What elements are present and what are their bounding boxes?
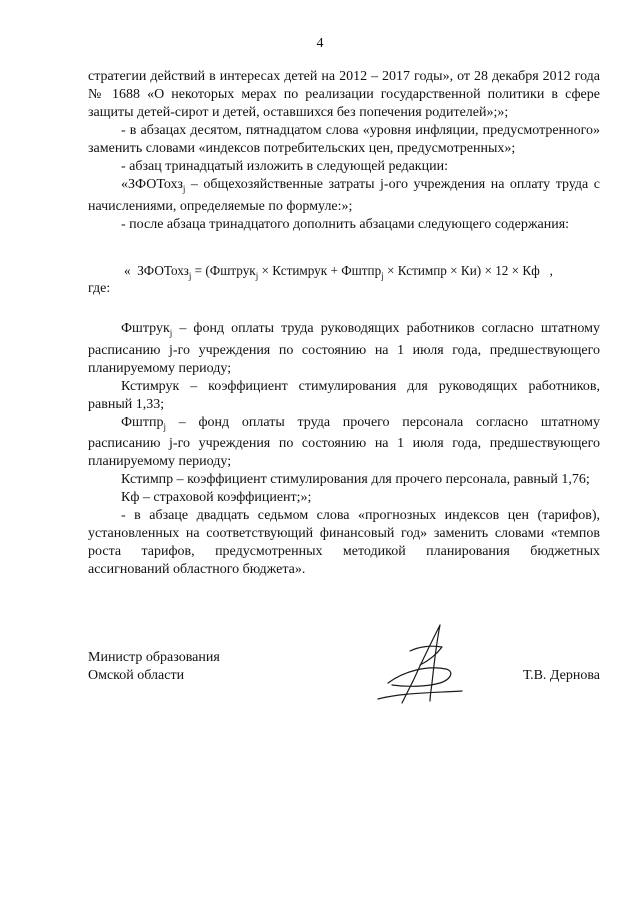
fshtruk-term: Фштрук [121,320,170,336]
paragraph-add-after-thirteenth: - после абзаца тринадцатого дополнить абзацами следующего содержания: [121,216,570,232]
paragraph-zfot-definition [88,176,600,216]
formula-eq: = (Фштрук [191,262,256,278]
formula-open-quote: « [124,262,131,278]
signatory-position-line1: Министр образования [88,650,220,665]
paragraph-strategy-continuation: стратегии действий в интересах детей на 2012 – 2017 годы», от 28 декабря 2012 года № 1688 «О некоторых мерах по реализации государственной политики в сфере защиты детей-сирот и детей, оставшихся без попечения родителей»;»; [88,69,600,120]
formula-lhs: ЗФОТохз [137,262,189,278]
fshtruk-subscript: j [169,327,173,338]
zfot-term: «ЗФОТохз [121,177,183,192]
document-body [88,68,600,579]
fshtpr-description: – фонд оплаты труда прочего персонала согласно штатному расписанию j-го учреждения по состоянию на 1 июля года, предшествующего планируемому периоду; [88,414,600,470]
page-number: 4 [316,36,324,51]
fshtpr-subscript: j [163,421,166,432]
formula-mid2: × Кстимпр × Ки) × 12 × Кф [383,262,540,278]
formula-comma: , [549,262,553,278]
paragraph-thirteenth-intro: - абзац тринадцатый изложить в следующей редакции: [121,159,448,174]
formula-zfot [88,262,600,280]
definition-kf: Кф – страховой коэффициент;»; [121,490,312,506]
paragraph-twenty-seventh: - в абзаце двадцать седьмом слова «прогнозных индексов цен (тарифов), установленных на соответствующий финансовый год» заменить словами «темпов роста тарифов, предусмотренных методикой планирования бюджетных ассигнований областного бюджета». [88,508,600,578]
handwritten-signature-icon [370,621,480,711]
formula-sub1: j [255,270,259,281]
signatory-position-line2: Омской области [88,668,185,683]
formula-sub2: j [381,270,384,281]
definitions-block [88,320,600,580]
paragraph-replace-inflation: - в абзацах десятом, пятнадцатом слова «уровня инфляции, предусмотренного» заменить словами «индексов потребительских цен, предусмотренных»; [88,123,600,156]
definition-kstimpr: Кстимпр – коэффициент стимулирования для прочего персонала, равный 1,76; [121,472,590,488]
formula-lhs-sub: j [188,270,192,281]
signature-block [88,649,600,709]
fshtpr-term: Фштпр [121,414,164,430]
definition-fshtpr [88,414,600,472]
definition-kstimruk: Кстимрук – коэффициент стимулирования для руководящих работников, равный 1,33; [88,378,600,412]
signatory-name: Т.В. Дернова [522,668,600,683]
zfot-subscript: j [182,183,186,194]
fshtruk-description: – фонд оплаты труда руководящих работников согласно штатному расписанию j-го учреждения по состоянию на 1 июля года, предшествующего планируемому периоду; [88,320,600,376]
definition-fshtruk [88,320,600,378]
where-label: где: [88,280,111,296]
zfot-description: – общехозяйственные затраты j-ого учреждения на оплату труда с начислениями, определяемые по формуле:»; [88,177,600,214]
signatory-position [88,649,220,685]
formula-mid1: × Кстимрук + Фштпр [258,262,382,278]
